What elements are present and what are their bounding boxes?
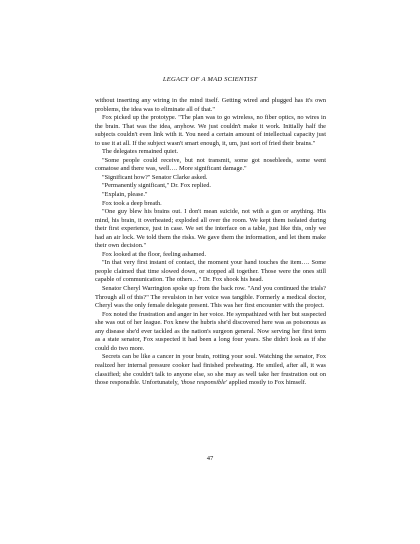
paragraph: The delegates remained quiet.	[102, 148, 179, 156]
paragraph: Senator Cheryl Warrington spoke up from the back row. "And you continued the trials? Through all of this?" The revulsion in her voice was tangible. Formerly a medical doctor, Cheryl was the only female delegate present. This was her first encounter with the project.	[95, 285, 326, 310]
body-text	[95, 97, 326, 388]
paragraph: "Some people could receive, but not transmit, some got nosebleeds, some went comatose and there was, well…. More significant damage."	[95, 156, 326, 173]
paragraph: "Significant how?" Senator Clarke asked.	[102, 173, 208, 181]
paragraph: "One guy blew his brains out. I don't mean suicide, not with a gun or anything. His mind, his brain, it overheated; exploded all over the room. We kept them isolated during their first experience, just in case. We set the interface on a table, just like this, only we had an air lock. We told them the risks. We gave them the information, and let them make their own decision."	[95, 208, 326, 250]
paragraph: "Permanently significant," Dr. Fox replied.	[102, 182, 211, 190]
paragraph: without inserting any wiring in the mind itself. Getting wired and plugged has it's own problems, the idea was to eliminate all of that."	[95, 97, 326, 113]
paragraph: "Explain, please."	[102, 191, 148, 199]
paragraph-text: Secrets can be like a cancer in your brain, rotting your soul. Watching the senator, Fox realized her internal pressure cooker had finished preheating. He smiled, after all, it was classified; she couldn't talk to anyone else, so she may as well take her frustration out on those responsible. Unfortunately,	[95, 353, 326, 387]
paragraph: Fox noted the frustration and anger in her voice. He sympathized with her but suspected she was out of her league. Fox knew the hubris she'd discovered here was as poisonous as any disease she'd ever tackled as the nation's surgeon general. Now serving her first term as a state senator, Fox suspected it had been a long four years. She didn't look as if she could do two more.	[95, 310, 326, 352]
running-header: LEGACY OF A MAD SCIENTIST	[162, 76, 258, 83]
paragraph: Fox looked at the floor, feeling ashamed.	[102, 250, 207, 258]
paragraph: Fox took a deep breath.	[102, 199, 162, 207]
page-number: 47	[206, 455, 214, 462]
paragraph: Fox picked up the prototype. "The plan was to go wireless, no fiber optics, no wires in the brain. That was the idea, anyhow. We just couldn't make it work. Initially half the subjects couldn't even link with it. You need a certain amount of intellectual capacity just to use it at all. If the subject wasn't smart enough, it, um, just sort of fried their brains."	[95, 114, 326, 147]
paragraph: "In that very first instant of contact, the moment your hand touches the item…. Some people claimed that time slowed down, or stopped all together. Those were the ones still capable of communication. The others…" Dr. Fox shook his head.	[95, 259, 326, 284]
paragraph-tail: applied mostly to Fox himself.	[227, 379, 307, 387]
emphasized-phrase: 'those responsible'	[180, 379, 228, 387]
last-paragraph	[95, 353, 326, 387]
